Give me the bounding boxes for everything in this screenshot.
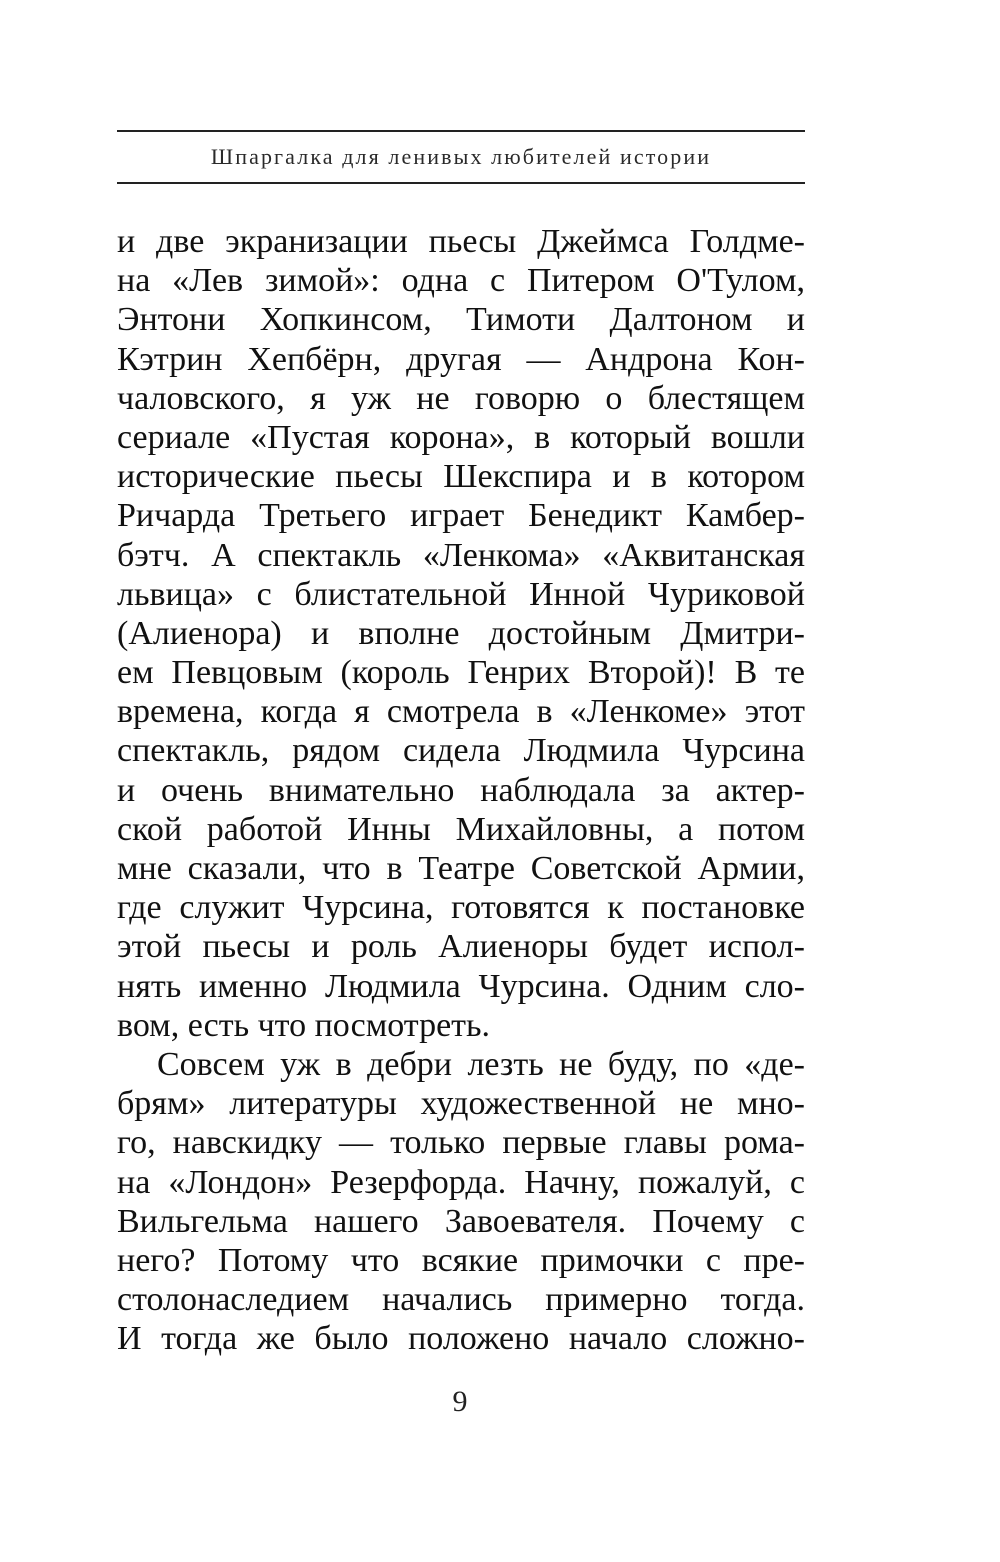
text-line: столонаследием начались примерно тогда. [117, 1281, 805, 1319]
text-line: Кэтрин Хепбёрн, другая — Андрона Кон- [117, 340, 805, 378]
text-line: на «Лондон» Резерфорда. Начну, пожалуй, с [117, 1163, 805, 1201]
text-line: этой пьесы и роль Алиеноры будет испол- [117, 928, 805, 966]
paragraph-1 [117, 222, 805, 1045]
page-number: 9 [452, 1385, 468, 1418]
text-line: него? Потому что всякие примочки с пре- [117, 1241, 805, 1279]
text-line: и две экранизации пьесы Джеймса Голдме- [117, 223, 805, 260]
text-line: Вильгельма нашего Завоевателя. Почему с [117, 1202, 805, 1240]
text-line: на «Лев зимой»: одна с Питером О'Тулом, [117, 262, 805, 300]
paragraph-2 [117, 1045, 805, 1359]
text-line: где служит Чурсина, готовятся к постановке [117, 889, 805, 927]
text-line: спектакль, рядом сидела Людмила Чурсина [117, 732, 805, 770]
text-line: ской работой Инны Михайловны, а потом [117, 810, 805, 848]
text-line: брям» литературы художественной не мно- [117, 1085, 805, 1123]
text-line: ем Певцовым (король Генрих Второй)! В те [117, 654, 805, 692]
text-line: мне сказали, что в Театре Советской Армии, [117, 850, 805, 887]
text-line: Ричарда Третьего играет Бенедикт Камбер- [117, 497, 805, 535]
text-line: исторические пьесы Шекспира и в котором [117, 458, 805, 496]
text-line: сериале «Пустая корона», в который вошли [117, 418, 805, 456]
text-line: нять именно Людмила Чурсина. Одним сло- [117, 967, 805, 1005]
text-line: и очень внимательно наблюдала за актер- [117, 771, 805, 809]
running-head [117, 130, 805, 184]
text-line: Энтони Хопкинсом, Тимоти Далтоном и [117, 301, 805, 339]
text-line: бэтч. А спектакль «Ленкома» «Аквитанская [117, 536, 805, 574]
running-head-text: Шпаргалка для ленивых любителей истории [210, 144, 712, 169]
text-line: вом, есть что посмотреть. [117, 1006, 491, 1044]
text-line: львица» с блистательной Инной Чуриковой [117, 575, 805, 613]
text-line: Совсем уж в дебри лезть не буду, по «де- [157, 1045, 805, 1083]
body-text [117, 222, 805, 1358]
text-line: И тогда же было положено начало сложно- [117, 1320, 805, 1358]
text-line: го, навскидку — только первые главы рома- [117, 1124, 805, 1162]
text-line: времена, когда я смотрела в «Ленкоме» этот [117, 693, 805, 731]
text-line: (Алиенора) и вполне достойным Дмитри- [117, 614, 805, 652]
text-line: чаловского, я уж не говорю о блестящем [117, 379, 805, 417]
